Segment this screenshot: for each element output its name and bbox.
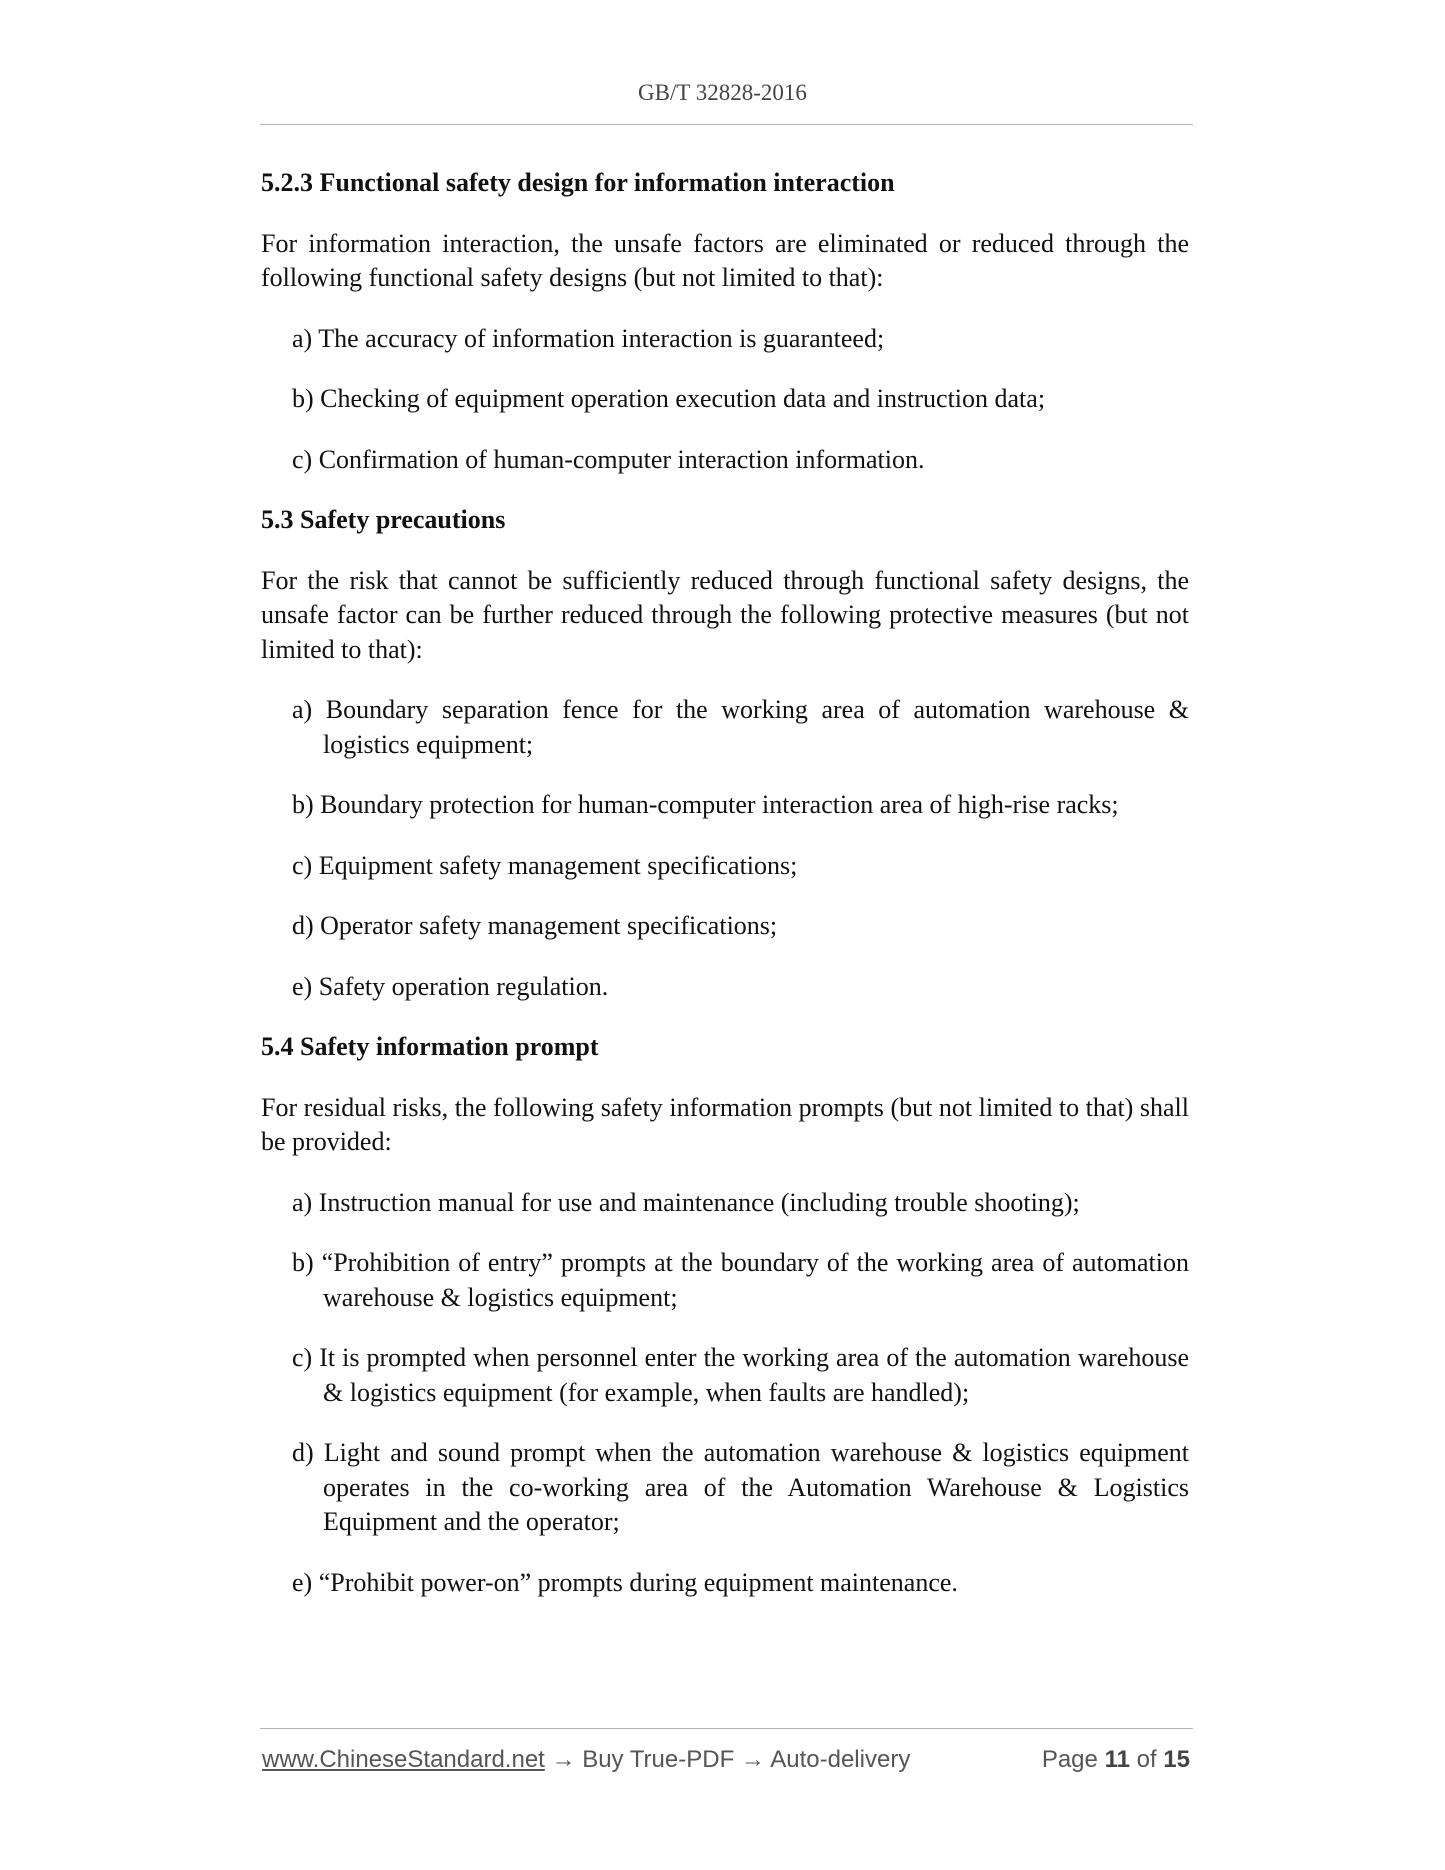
list-item: e) “Prohibit power-on” prompts during equipment maintenance. bbox=[292, 1567, 958, 1597]
header-divider bbox=[260, 124, 1193, 125]
section-heading-5-3: 5.3 Safety precautions bbox=[261, 505, 506, 534]
website-link[interactable]: www.ChineseStandard.net bbox=[262, 1746, 545, 1773]
list-item: b) “Prohibition of entry” prompts at the boundary of the working area of automation warehouse & logistics equipment; bbox=[292, 1248, 1189, 1312]
page-footer bbox=[262, 1746, 1190, 1774]
page-number bbox=[1042, 1746, 1190, 1774]
arrow-icon: → bbox=[740, 1746, 765, 1773]
page-of-label: of bbox=[1136, 1746, 1157, 1773]
list-item: b) Checking of equipment operation execution data and instruction data; bbox=[292, 384, 1046, 413]
page-current: 11 bbox=[1104, 1746, 1130, 1773]
section-intro-5-4: For residual risks, the following safety information prompts (but not limited to that) shall be provided: bbox=[261, 1092, 1189, 1156]
arrow-icon: → bbox=[551, 1746, 576, 1773]
section-intro-5-2-3: For information interaction, the unsafe factors are eliminated or reduced through the following functional safety designs (but not limited to that): bbox=[261, 228, 1189, 292]
section-heading-5-2-3: 5.2.3 Functional safety design for information interaction bbox=[261, 168, 895, 197]
list-item: a) Instruction manual for use and maintenance (including trouble shooting); bbox=[292, 1187, 1080, 1217]
list-item: e) Safety operation regulation. bbox=[292, 971, 609, 1001]
auto-delivery-text: Auto-delivery bbox=[770, 1746, 911, 1773]
list-item: b) Boundary protection for human-computer interaction area of high-rise racks; bbox=[292, 790, 1119, 819]
list-item: a) Boundary separation fence for the working area of automation warehouse & logistics equipment; bbox=[292, 695, 1189, 759]
list-item: c) Confirmation of human-computer interaction information. bbox=[292, 444, 925, 474]
list-item: d) Operator safety management specifications; bbox=[292, 911, 778, 940]
page-content bbox=[261, 166, 1189, 1626]
section-intro-5-3: For the risk that cannot be sufficiently reduced through functional safety designs, the unsafe factor can be further reduced through the following protective measures (but not limited to that): bbox=[261, 565, 1189, 664]
list-item: c) Equipment safety management specifications; bbox=[292, 850, 798, 880]
section-heading-5-4: 5.4 Safety information prompt bbox=[261, 1032, 599, 1061]
footer-divider bbox=[260, 1728, 1193, 1729]
list-item: c) It is prompted when personnel enter the working area of the automation warehouse & logistics equipment (for example, when faults are handled); bbox=[292, 1343, 1189, 1407]
document-code-header: GB/T 32828-2016 bbox=[638, 80, 807, 105]
buy-true-pdf-text: Buy True-PDF bbox=[582, 1746, 735, 1773]
page-total: 15 bbox=[1163, 1746, 1190, 1773]
list-item: a) The accuracy of information interaction is guaranteed; bbox=[292, 323, 885, 353]
page-label: Page bbox=[1041, 1746, 1098, 1773]
list-item: d) Light and sound prompt when the automation warehouse & logistics equipment operates in the co-working area of the Automation Warehouse & Logistics Equipment and the operator; bbox=[292, 1438, 1189, 1536]
